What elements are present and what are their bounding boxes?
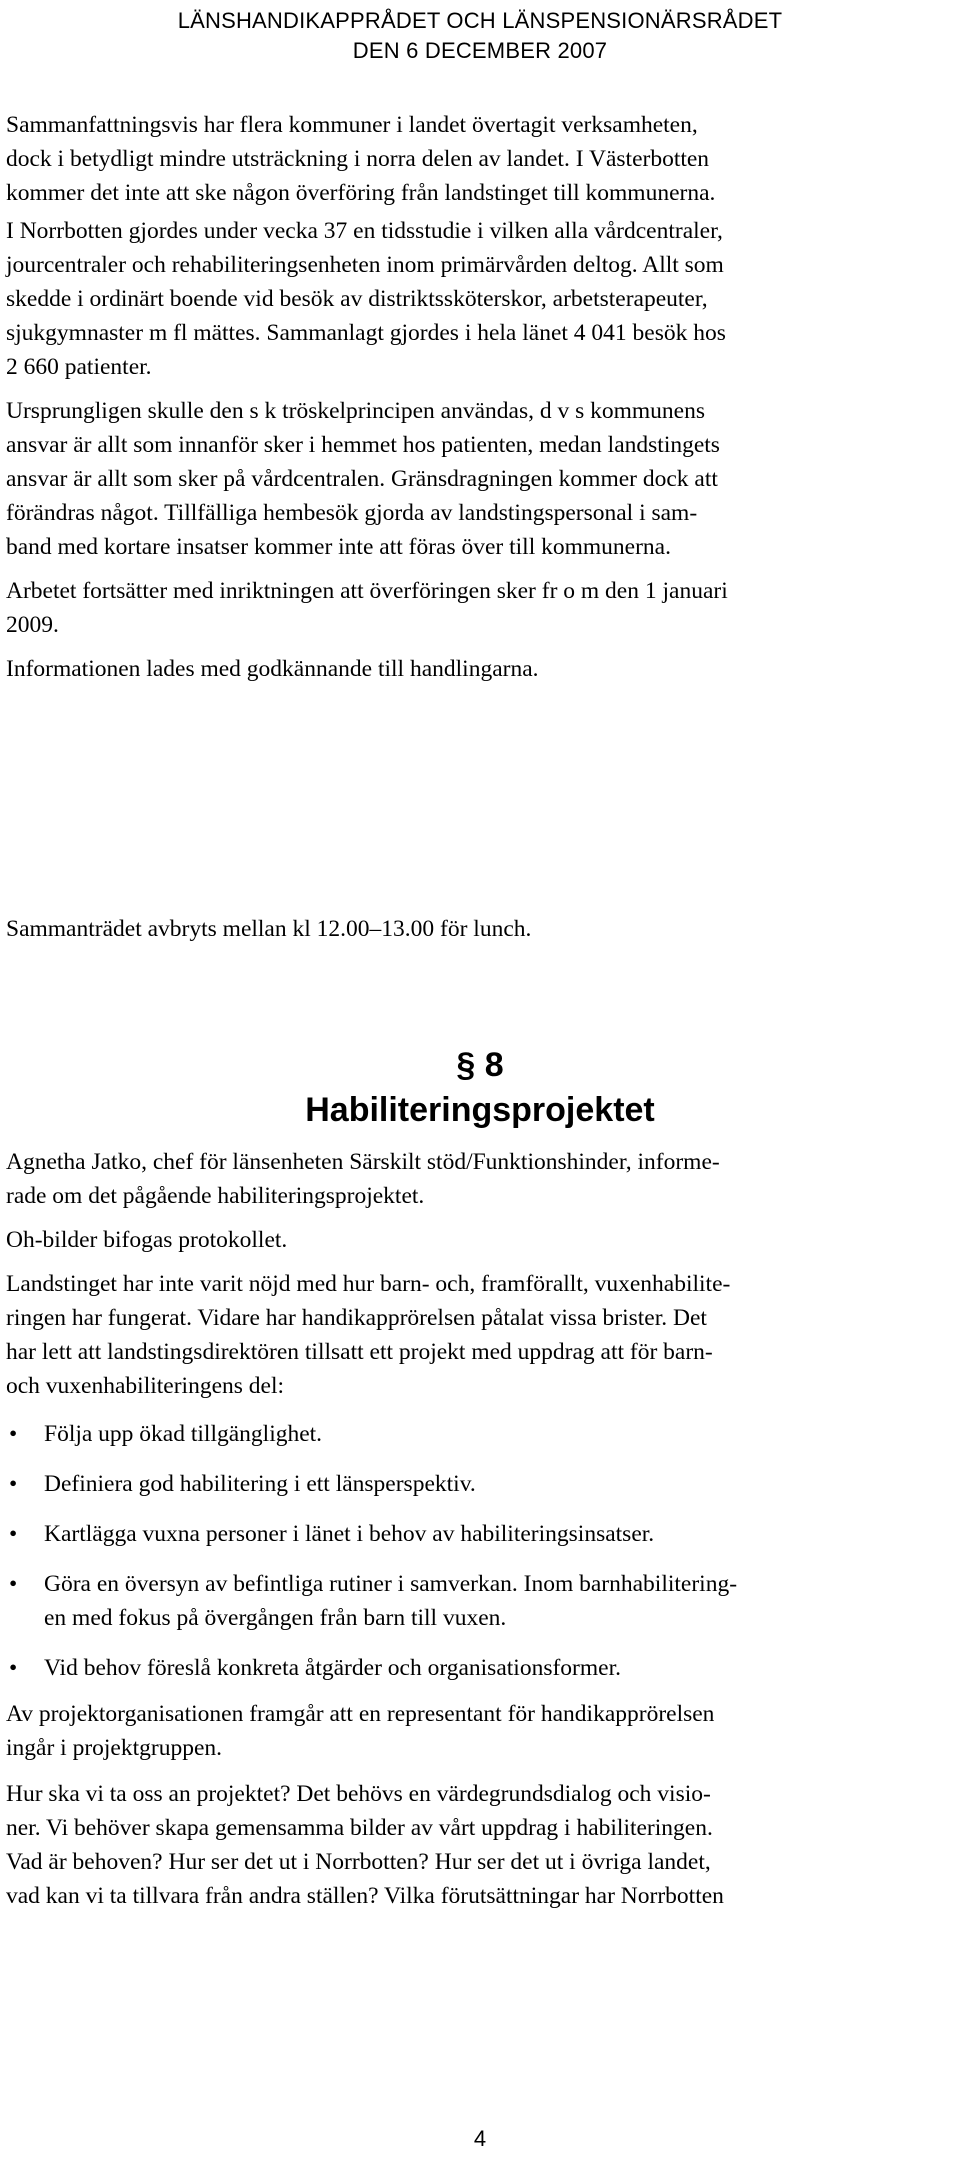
list-item: [6, 1517, 956, 1551]
bullet-icon: •: [9, 1421, 18, 1447]
text-line: jourcentraler och rehabiliteringsenheten inom primärvården deltog. Allt som: [6, 252, 724, 278]
text-line: I Norrbotten gjordes under vecka 37 en tidsstudie i vilken alla vårdcentraler,: [6, 218, 723, 244]
paragraph: [6, 1697, 956, 1765]
text-line: 2 660 patienter.: [6, 354, 152, 380]
text-line: Landstinget har inte varit nöjd med hur barn- och, framförallt, vuxenhabilite-: [6, 1271, 731, 1297]
list-item: [6, 1417, 956, 1451]
list-item: [6, 1651, 956, 1685]
text-line: Ursprungligen skulle den s k tröskelprincipen användas, d v s kommunens: [6, 398, 706, 424]
page-number: 4: [473, 2126, 487, 2151]
text-line: Sammanfattningsvis har flera kommuner i landet övertagit verksamheten,: [6, 112, 698, 138]
adjournment-text: Sammanträdet avbryts mellan kl 12.00–13.00 för lunch.: [6, 916, 532, 942]
paragraph: [6, 574, 956, 642]
section-title: Habiliteringsprojektet: [305, 1091, 655, 1129]
text-line: ringen har fungerat. Vidare har handikapprörelsen påtalat vissa brister. Det: [6, 1305, 707, 1331]
text-line: och vuxenhabiliteringens del:: [6, 1373, 285, 1399]
text-line: Vid behov föreslå konkreta åtgärder och organisationsformer.: [44, 1655, 621, 1681]
text-line: ansvar är allt som sker på vårdcentralen. Gränsdragningen kommer dock att: [6, 466, 718, 492]
text-line: Oh-bilder bifogas protokollet.: [6, 1227, 288, 1253]
paragraph: [6, 108, 956, 210]
list-item: [6, 1467, 956, 1501]
text-line: 2009.: [6, 612, 59, 638]
text-line: Följa upp ökad tillgänglighet.: [44, 1421, 323, 1447]
text-line: har lett att landstingsdirektören tillsatt ett projekt med uppdrag att för barn-: [6, 1339, 713, 1365]
bullet-icon: •: [9, 1571, 18, 1597]
bullet-icon: •: [9, 1471, 18, 1497]
paragraph: [6, 1223, 956, 1257]
bullet-list: [6, 1417, 956, 1685]
text-line: kommer det inte att ske någon överföring från landstinget till kommunerna.: [6, 180, 716, 206]
text-line: ner. Vi behöver skapa gemensamma bilder av vårt uppdrag i habiliteringen.: [6, 1815, 713, 1841]
text-line: Göra en översyn av befintliga rutiner i samverkan. Inom barnhabilitering-: [44, 1571, 738, 1597]
header-organization: LÄNSHANDIKAPPRÅDET OCH LÄNSPENSIONÄRSRÅDET: [177, 8, 783, 33]
bullet-icon: •: [9, 1655, 18, 1681]
bullet-icon: •: [9, 1521, 18, 1547]
text-line: ingår i projektgruppen.: [6, 1735, 223, 1761]
paragraph: [6, 214, 956, 384]
paragraph: [6, 1145, 956, 1213]
header-date: DEN 6 DECEMBER 2007: [352, 38, 608, 63]
list-item: [6, 1567, 956, 1635]
paragraph: [6, 1267, 956, 1403]
text-line: sjukgymnaster m fl mättes. Sammanlagt gjordes i hela länet 4 041 besök hos: [6, 320, 726, 346]
paragraph: [6, 1777, 956, 1913]
text-line: Informationen lades med godkännande till handlingarna.: [6, 656, 539, 682]
body-bottom: [6, 1145, 956, 1913]
text-line: en med fokus på övergången från barn till vuxen.: [44, 1605, 507, 1631]
text-line: rade om det pågående habiliteringsprojektet.: [6, 1183, 425, 1209]
text-line: skedde i ordinärt boende vid besök av distriktssköterskor, arbetsterapeuter,: [6, 286, 708, 312]
body-top: [6, 108, 956, 686]
text-line: Av projektorganisationen framgår att en representant för handikapprörelsen: [6, 1701, 715, 1727]
text-line: band med kortare insatser kommer inte att föras över till kommunerna.: [6, 534, 671, 560]
section-number: § 8: [456, 1046, 504, 1084]
paragraph: [6, 652, 956, 686]
text-line: Kartlägga vuxna personer i länet i behov av habiliteringsinsatser.: [44, 1521, 655, 1547]
text-line: förändras något. Tillfälliga hembesök gjorda av landstingspersonal i sam-: [6, 500, 698, 526]
text-line: ansvar är allt som innanför sker i hemmet hos patienten, medan landstingets: [6, 432, 720, 458]
page-header: [0, 6, 960, 66]
text-line: Agnetha Jatko, chef för länsenheten Särskilt stöd/Funktionshinder, informe-: [6, 1149, 720, 1175]
text-line: dock i betydligt mindre utsträckning i norra delen av landet. I Västerbotten: [6, 146, 710, 172]
text-line: Hur ska vi ta oss an projektet? Det behövs en värdegrundsdialog och visio-: [6, 1781, 711, 1807]
text-line: Definiera god habilitering i ett länsperspektiv.: [44, 1471, 476, 1497]
adjournment-note: [6, 912, 956, 946]
paragraph: [6, 394, 956, 564]
text-line: Vad är behoven? Hur ser det ut i Norrbotten? Hur ser det ut i övriga landet,: [6, 1849, 711, 1875]
text-line: Arbetet fortsätter med inriktningen att överföringen sker fr o m den 1 januari: [6, 578, 728, 604]
text-line: vad kan vi ta tillvara från andra ställen? Vilka förutsättningar har Norrbotten: [6, 1883, 724, 1909]
